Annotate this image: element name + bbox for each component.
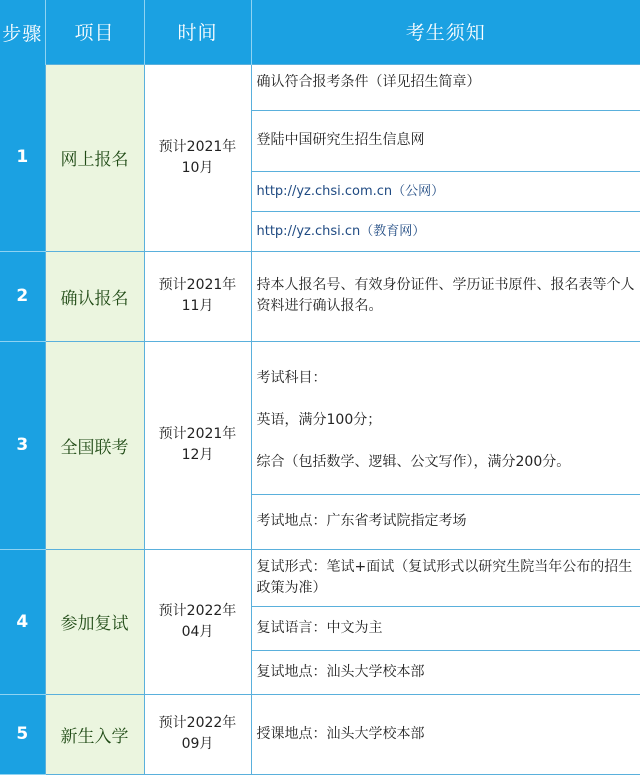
header-item: 项目 xyxy=(45,0,144,64)
table-row xyxy=(0,549,640,606)
header-step: 步骤 xyxy=(0,0,45,64)
table-row xyxy=(0,251,640,341)
step-number: 3 xyxy=(0,341,45,549)
chsi-public-link[interactable]: http://yz.chsi.com.cn（公网） xyxy=(251,171,640,211)
step-item: 网上报名 xyxy=(45,64,144,251)
step-item: 参加复试 xyxy=(45,549,144,694)
notice-line: 英语，满分100分； xyxy=(256,411,382,428)
time-year: 预计2022年 xyxy=(158,602,237,619)
table-row xyxy=(0,341,640,494)
header-notice: 考生须知 xyxy=(251,0,640,64)
notice-line: 授课地点：汕头大学校本部 xyxy=(251,694,640,774)
notice-line: 持本人报名号、有效身份证件、学历证书原件、报名表等个人资料进行确认报名。 xyxy=(251,251,640,341)
chsi-edu-link[interactable]: http://yz.chsi.cn（教育网） xyxy=(251,211,640,251)
time-month: 11月 xyxy=(181,298,214,314)
time-year: 预计2022年 xyxy=(158,715,237,731)
step-item: 确认报名 xyxy=(45,251,144,341)
header-time: 时间 xyxy=(144,0,251,64)
time-month: 10月 xyxy=(181,159,214,176)
step-time xyxy=(144,341,251,549)
step-time xyxy=(144,694,251,774)
notice-line: 复试形式：笔试+面试（复试形式以研究生院当年公布的招生政策为准） xyxy=(251,549,640,606)
step-item: 新生入学 xyxy=(45,694,144,774)
table-row xyxy=(0,64,640,110)
notice-line: 确认符合报考条件（详见招生简章） xyxy=(251,64,640,110)
notice-line: 考试地点：广东省考试院指定考场 xyxy=(251,494,640,549)
time-month: 09月 xyxy=(181,736,214,752)
notice-line: 复试地点：汕头大学校本部 xyxy=(251,650,640,694)
notice-exam-subjects xyxy=(251,341,640,494)
notice-line: 考试科目： xyxy=(256,369,327,386)
step-time xyxy=(144,251,251,341)
notice-line: 登陆中国研究生招生信息网 xyxy=(251,110,640,171)
notice-line: 复试语言：中文为主 xyxy=(251,606,640,650)
table-header-row xyxy=(0,0,640,64)
table-row xyxy=(0,694,640,774)
step-time xyxy=(144,549,251,694)
step-item: 全国联考 xyxy=(45,341,144,549)
time-month: 04月 xyxy=(181,623,214,640)
step-time xyxy=(144,64,251,251)
step-number: 1 xyxy=(0,64,45,251)
notice-line: 综合（包括数学、逻辑、公文写作），满分200分。 xyxy=(256,453,571,470)
step-number: 5 xyxy=(0,694,45,774)
time-year: 预计2021年 xyxy=(158,277,237,293)
step-number: 4 xyxy=(0,549,45,694)
time-year: 预计2021年 xyxy=(158,138,237,155)
step-number: 2 xyxy=(0,251,45,341)
time-month: 12月 xyxy=(181,447,214,463)
time-year: 预计2021年 xyxy=(158,426,237,442)
